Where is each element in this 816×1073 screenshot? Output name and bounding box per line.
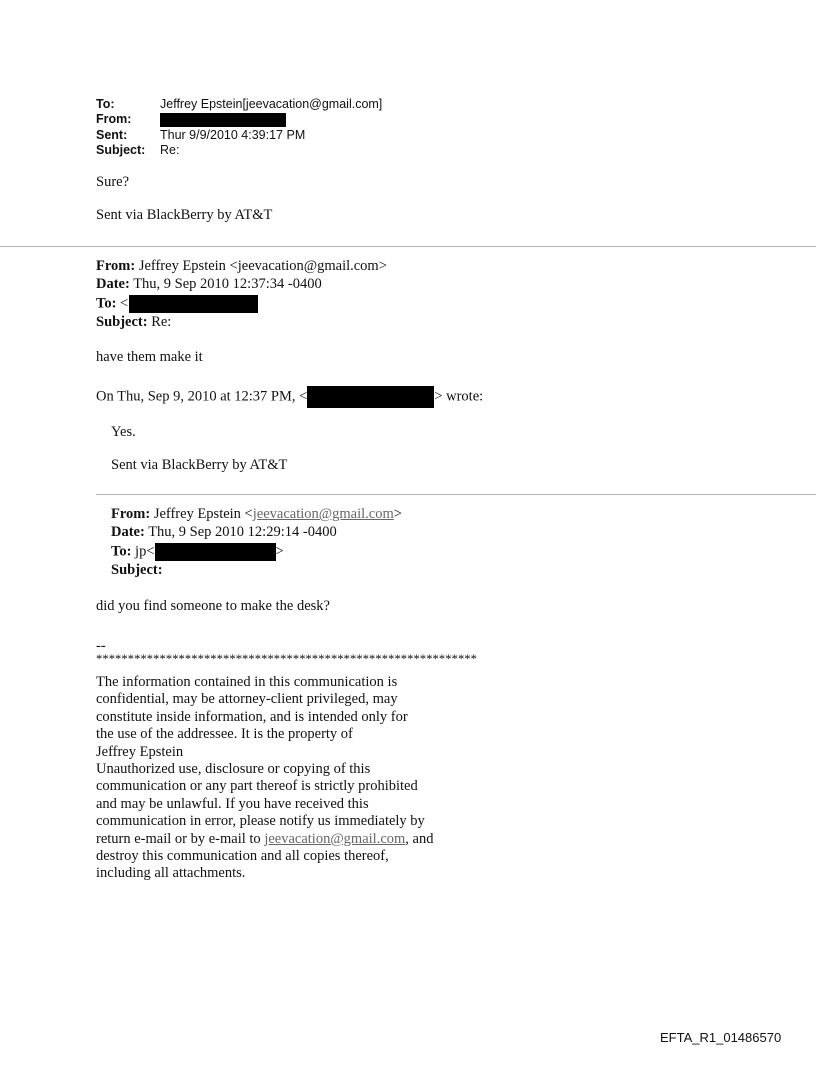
disclaimer-line: the use of the addressee. It is the property of <box>96 726 353 743</box>
quote1-body: have them make it <box>96 349 203 365</box>
disclaimer-line: communication in error, please notify us immediately by <box>96 813 425 830</box>
header-sent-label: Sent: <box>96 128 128 142</box>
quote1-to-label: To: <box>96 295 117 312</box>
disclaimer-line: and may be unlawful. If you have received this <box>96 795 369 812</box>
quote1-reply: Yes. <box>111 424 136 440</box>
quote2-subject-label: Subject: <box>111 562 163 578</box>
quote1-date-label: Date: <box>96 276 130 292</box>
quote2-to-prefix: jp< <box>135 543 155 560</box>
quote2-from-email-link[interactable]: jeevacation@gmail.com <box>252 506 394 522</box>
redaction-block <box>160 113 286 127</box>
message-signature: Sent via BlackBerry by AT&T <box>96 207 273 223</box>
quote1-to-row <box>96 295 258 313</box>
header-subject-value: Re: <box>160 143 180 157</box>
header-subject-row <box>96 143 179 157</box>
quote1-on-suffix: > wrote: <box>434 388 484 405</box>
redaction-block <box>155 543 276 561</box>
quote2-to-label: To: <box>111 543 132 560</box>
disclaimer-email-line <box>96 831 516 848</box>
quote2-to-suffix: > <box>275 543 284 560</box>
redaction-block <box>129 295 258 313</box>
quote2-subject-row <box>111 562 163 579</box>
header-from-row <box>96 112 286 127</box>
disclaimer-line: destroy this communication and all copies thereof, <box>96 848 389 865</box>
disclaimer-line: confidential, may be attorney-client privileged, may <box>96 691 398 708</box>
divider <box>0 246 816 247</box>
header-to-row <box>96 97 382 111</box>
quote2-body: did you find someone to make the desk? <box>96 598 330 614</box>
divider <box>96 494 816 495</box>
quote2-to-row <box>111 543 284 561</box>
disclaimer-line: constitute inside information, and is intended only for <box>96 708 408 725</box>
disclaimer-line: Unauthorized use, disclosure or copying of this <box>96 761 371 778</box>
disclaimer-email-link[interactable]: jeevacation@gmail.com <box>264 830 406 847</box>
quote1-from-label: From: <box>96 258 136 274</box>
header-subject-label: Subject: <box>96 143 146 157</box>
header-from-label: From: <box>96 112 132 126</box>
footer-stars: ************************************************************ <box>96 652 477 666</box>
quote1-subject-row <box>96 314 171 331</box>
disclaimer-email-prefix: return e-mail or by e-mail to <box>96 830 265 847</box>
quote1-from-value: Jeffrey Epstein <jeevacation@gmail.com> <box>138 258 387 274</box>
quote2-date-value: Thu, 9 Sep 2010 12:29:14 -0400 <box>148 524 337 540</box>
message-body: Sure? <box>96 174 130 190</box>
disclaimer-line: including all attachments. <box>96 865 246 882</box>
confidentiality-disclaimer <box>96 674 516 883</box>
quote1-subject-value: Re: <box>151 314 172 330</box>
quote2-from-prefix: Jeffrey Epstein < <box>153 506 253 522</box>
header-to-value: Jeffrey Epstein[jeevacation@gmail.com] <box>160 97 383 111</box>
quote1-on-wrote-line <box>96 386 483 408</box>
quote2-from-label: From: <box>111 506 151 522</box>
quote1-subject-label: Subject: <box>96 314 148 330</box>
quote2-from-row <box>111 506 402 523</box>
disclaimer-line: The information contained in this communication is <box>96 674 398 690</box>
header-sent-row <box>96 128 305 142</box>
quote2-from-suffix: > <box>393 506 402 522</box>
page-id: EFTA_R1_01486570 <box>660 1030 782 1045</box>
disclaimer-email-suffix: , and <box>405 830 434 847</box>
quote1-on-prefix: On Thu, Sep 9, 2010 at 12:37 PM, < <box>96 388 308 405</box>
redaction-block <box>307 386 434 408</box>
footer-dashes: -- <box>96 638 106 654</box>
quote2-date-row <box>111 524 337 541</box>
quote1-date-row <box>96 276 322 293</box>
quote2-date-label: Date: <box>111 524 145 540</box>
quote1-to-prefix: < <box>120 295 129 312</box>
disclaimer-line: Jeffrey Epstein <box>96 743 184 760</box>
quote1-signature: Sent via BlackBerry by AT&T <box>111 457 288 473</box>
quote1-date-value: Thu, 9 Sep 2010 12:37:34 -0400 <box>133 276 322 292</box>
disclaimer-line: communication or any part thereof is strictly prohibited <box>96 778 418 795</box>
quote1-from-row <box>96 258 387 275</box>
header-sent-value: Thur 9/9/2010 4:39:17 PM <box>160 128 306 142</box>
header-to-label: To: <box>96 97 115 111</box>
